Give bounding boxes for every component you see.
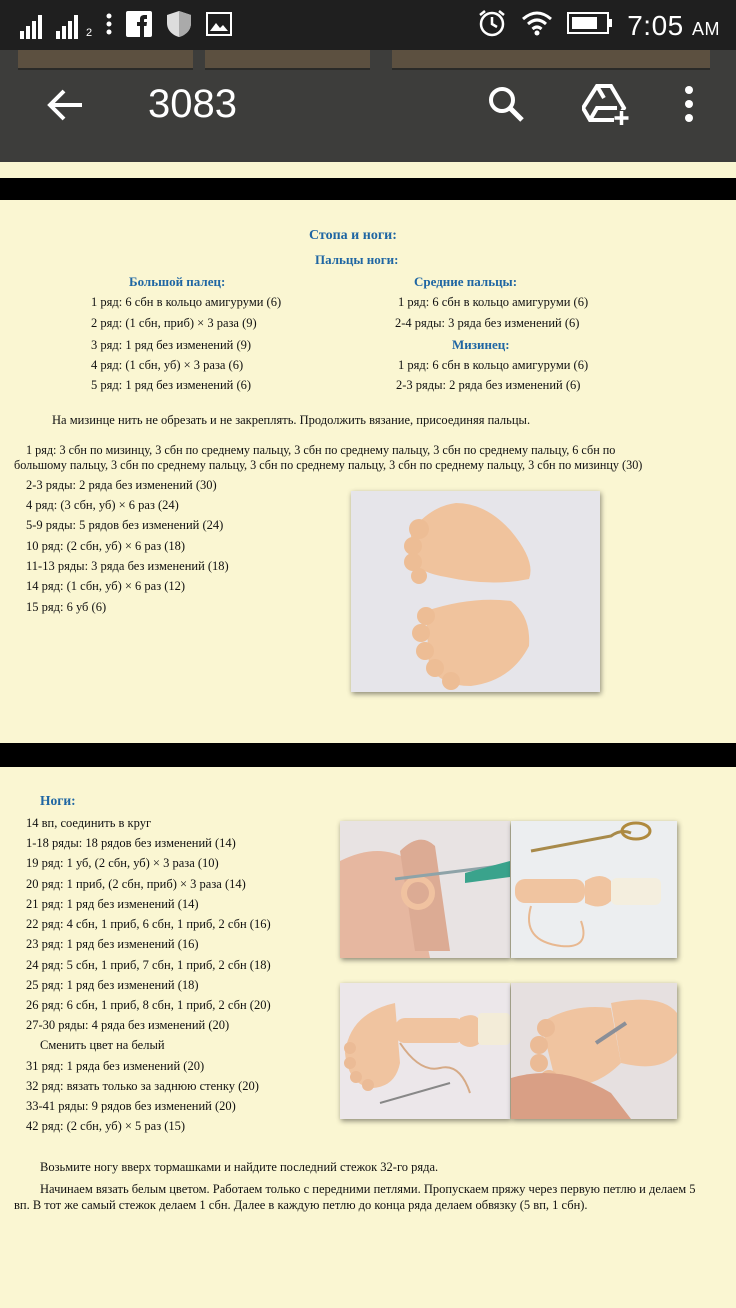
list-item: 19 ряд: 1 уб, (2 сбн, уб) × 3 раза (10): [26, 856, 219, 870]
list-item: 10 ряд: (2 сбн, уб) × 6 раз (18): [26, 539, 186, 553]
list-item: 24 ряд: 5 сбн, 1 приб, 7 сбн, 1 приб, 2 сбн (18): [26, 958, 271, 972]
list-item: 15 ряд: 6 уб (6): [26, 600, 107, 614]
list-item: 2-4 ряды: 3 ряда без изменений (6): [395, 316, 580, 330]
status-bar: [0, 0, 736, 50]
section-heading: Стопа и ноги:: [309, 228, 397, 243]
list-item: 22 ряд: 4 сбн, 1 приб, 6 сбн, 1 приб, 2 сбн (16): [26, 917, 271, 931]
list-item: 23 ряд: 1 ряд без изменений (16): [26, 937, 199, 951]
list-item: 2 ряд: (1 сбн, приб) × 3 раза (9): [91, 316, 257, 330]
step-photo-3: [340, 983, 510, 1119]
note-text: На мизинце нить не обрезать и не закреплять. Продолжить вязание, присоединяя пальцы.: [52, 413, 531, 427]
big-toe-title: Большой палец:: [129, 274, 226, 289]
feet-section: [0, 200, 736, 743]
list-item: 5 ряд: 1 ряд без изменений (6): [91, 378, 252, 392]
battery-icon: [567, 11, 613, 40]
crochet-feet-photo: [351, 491, 600, 692]
list-item: 25 ряд: 1 ряд без изменений (18): [26, 978, 199, 992]
wifi-icon: [521, 10, 553, 41]
list-item: 27-30 ряды: 4 ряда без изменений (20): [26, 1018, 230, 1032]
list-item: 33-41 ряды: 9 рядов без изменений (20): [26, 1099, 236, 1113]
thumbnail-strip: [0, 50, 736, 68]
more-vert-icon: [106, 12, 112, 41]
list-item: 31 ряд: 1 ряда без изменений (20): [26, 1059, 205, 1073]
signal-icon: [20, 15, 42, 39]
list-item: 42 ряд: (2 сбн, уб) × 5 раз (15): [26, 1119, 186, 1133]
subheading: Пальцы ноги:: [315, 252, 399, 267]
list-item: 5-9 ряды: 5 рядов без изменений (24): [26, 518, 224, 532]
list-item: 4 ряд: (1 сбн, уб) × 3 раза (6): [91, 358, 244, 372]
sim-indicator: 2: [86, 26, 93, 39]
list-item: Сменить цвет на белый: [40, 1038, 165, 1052]
signal-icon: [56, 15, 78, 39]
list-item: 20 ряд: 1 приб, (2 сбн, приб) × 3 раза (14): [26, 877, 246, 891]
search-icon[interactable]: [486, 84, 526, 129]
list-item: 11-13 ряды: 3 ряда без изменений (18): [26, 559, 229, 573]
list-item: 2-3 ряды: 2 ряда без изменений (30): [26, 478, 217, 492]
list-item: 1 ряд: 6 сбн в кольцо амигуруми (6): [398, 358, 589, 372]
facebook-icon: [126, 11, 152, 42]
middle-toes-title: Средние пальцы:: [414, 274, 518, 289]
list-item: 3 ряд: 1 ряд без изменений (9): [91, 338, 252, 352]
paragraph-line: большому пальцу, 3 сбн по среднему пальцу, 3 сбн по среднему пальцу, 3 сбн по среднему пальцу, 3 сбн по мизинцу (30): [14, 458, 643, 472]
list-item: 32 ряд: вязать только за заднюю стенку (20): [26, 1079, 259, 1093]
list-item: 1 ряд: 6 сбн в кольцо амигуруми (6): [91, 295, 282, 309]
list-item: 1-18 ряды: 18 рядов без изменений (14): [26, 836, 236, 850]
little-toe-title: Мизинец:: [452, 337, 510, 352]
list-item: 21 ряд: 1 ряд без изменений (14): [26, 897, 199, 911]
paragraph: Начинаем вязать белым цветом. Работаем только с передними петлями. Пропускаем пряжу через первую петлю и делаем 5 вп. В тот же самый стежок делаем 1 сбн. Далее в каждую петлю до конца ряда делаем обвязку (5 вп, 1 сбн).: [14, 1182, 696, 1212]
list-item: 14 ряд: (1 сбн, уб) × 6 раз (12): [26, 579, 186, 593]
section-heading: Ноги:: [40, 793, 76, 808]
step-photo-2: [511, 821, 677, 958]
list-item: 14 вп, соединить в круг: [26, 816, 152, 830]
alarm-icon: [477, 8, 507, 43]
shield-icon: [166, 10, 192, 43]
list-item: 26 ряд: 6 сбн, 1 приб, 8 сбн, 1 приб, 2 сбн (20): [26, 998, 271, 1012]
page-title: 3083: [148, 82, 237, 126]
app-bar: [0, 50, 736, 162]
more-vert-icon[interactable]: [684, 84, 694, 129]
list-item: 4 ряд: (3 сбн, уб) × 6 раз (24): [26, 498, 179, 512]
legs-section: [0, 767, 736, 1308]
list-item: 2-3 ряды: 2 ряда без изменений (6): [396, 378, 581, 392]
separator-bar: [0, 743, 736, 767]
step-photo-1: [340, 821, 510, 958]
list-item: 1 ряд: 6 сбн в кольцо амигуруми (6): [398, 295, 589, 309]
paragraph-line: Возьмите ногу вверх тормашками и найдите последний стежок 32-го ряда.: [40, 1160, 439, 1174]
image-icon: [206, 12, 232, 41]
separator-bar: [0, 178, 736, 200]
paragraph-line: 1 ряд: 3 сбн по мизинцу, 3 сбн по среднему пальцу, 3 сбн по среднему пальцу, 3 сбн по среднему пальцу, 6 сбн по: [26, 443, 616, 457]
drive-add-icon[interactable]: [582, 84, 630, 131]
step-photo-4: [511, 983, 677, 1119]
clock: 7:05 AM: [627, 9, 720, 41]
back-arrow-icon[interactable]: [46, 86, 84, 129]
